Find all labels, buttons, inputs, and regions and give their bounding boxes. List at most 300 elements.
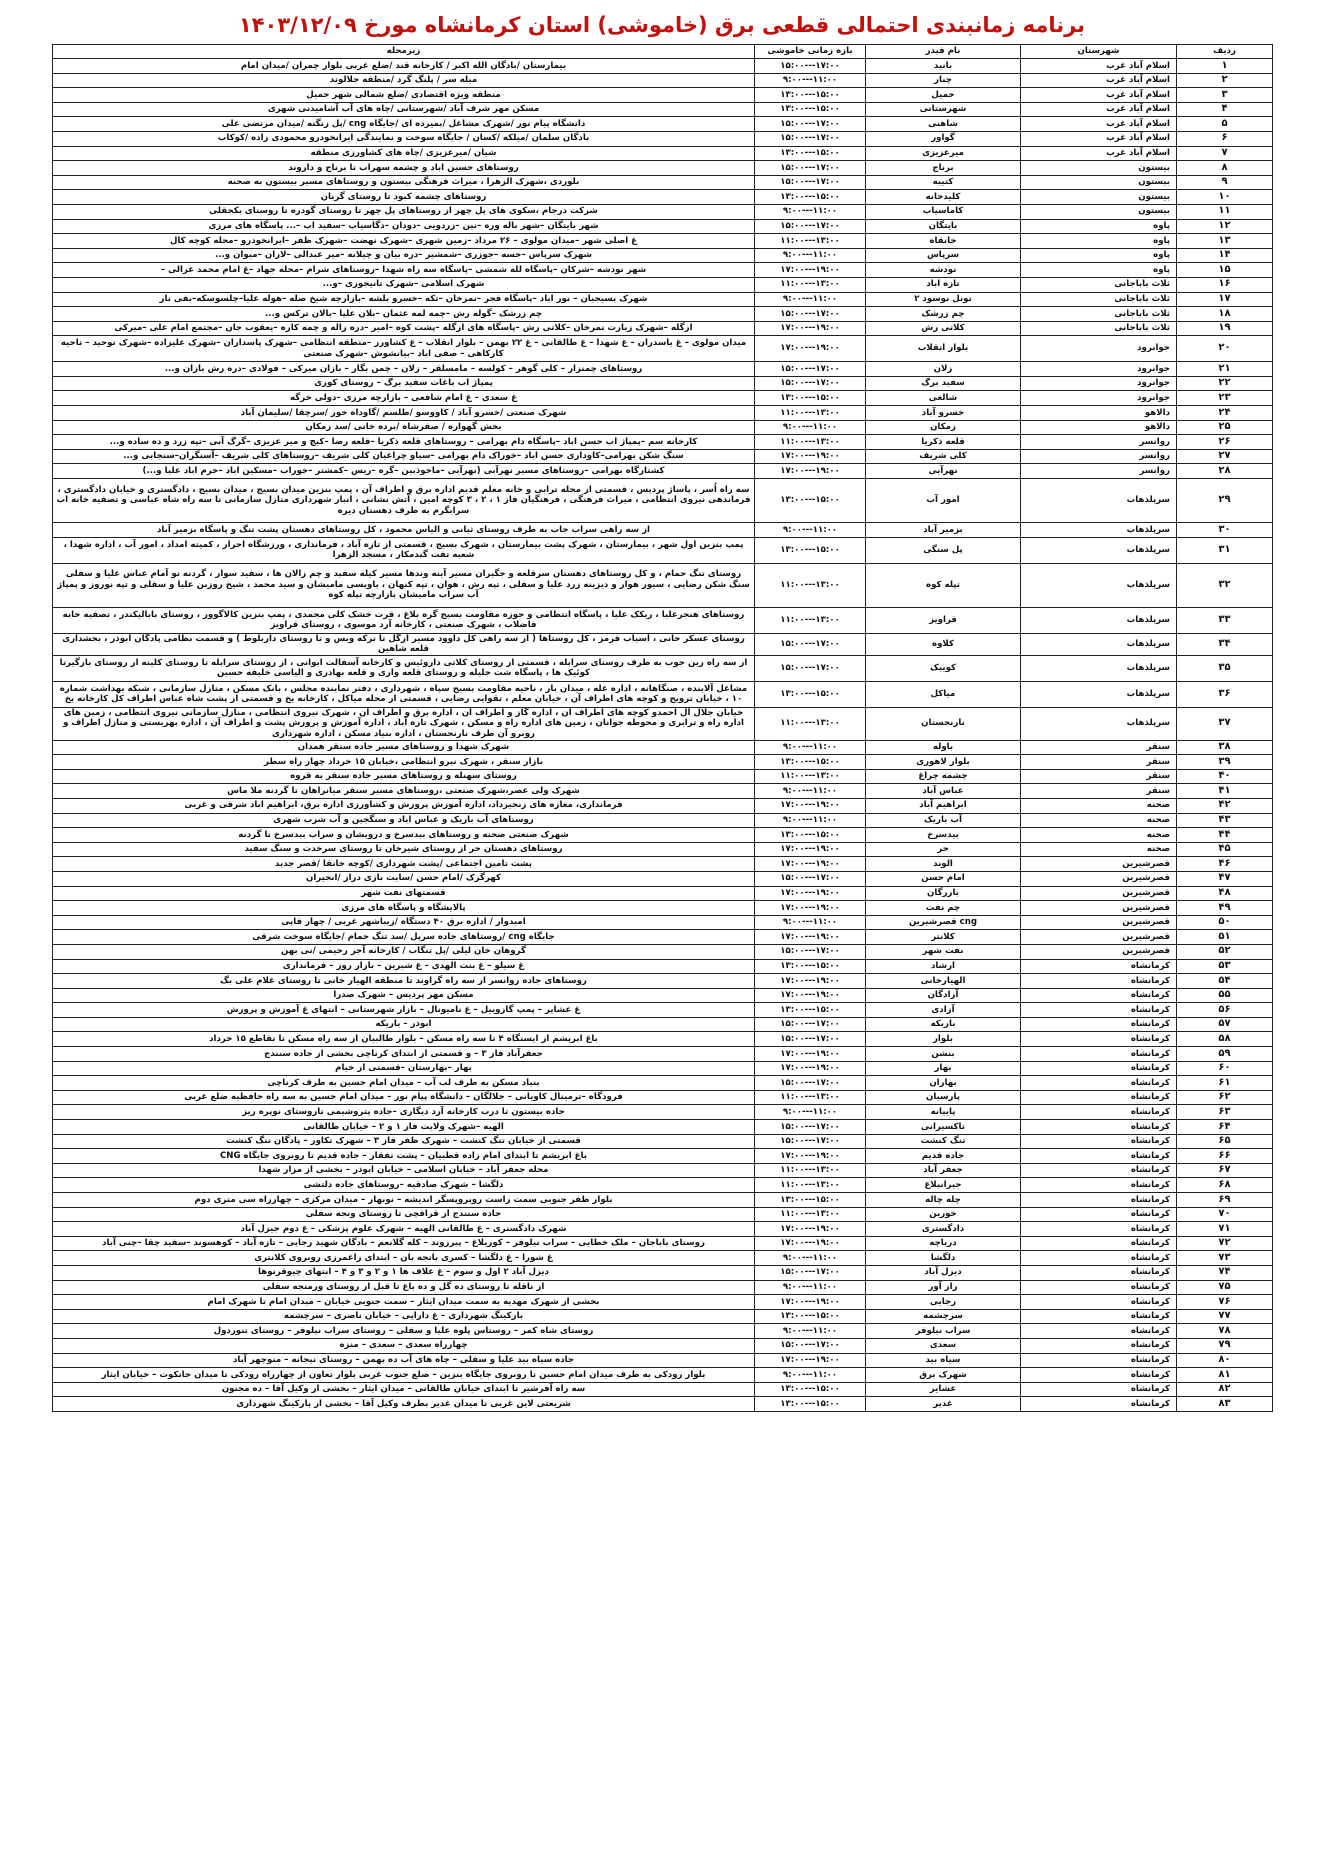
cell-feeder-name: تپله کوه: [866, 563, 1021, 607]
cell-row-number: ۷۲: [1177, 1236, 1273, 1251]
cell-neighborhood: شریعتی لاین غربی تا میدان غدیر بطرف وکیل آقا – بخشی از پارکینگ شهرداری: [53, 1397, 755, 1412]
cell-county: صحنه: [1021, 842, 1177, 857]
cell-county: سرپلذهاب: [1021, 563, 1177, 607]
table-row: [53, 88, 1273, 103]
table-row: [53, 523, 1273, 538]
cell-row-number: ۸۰: [1177, 1353, 1273, 1368]
cell-outage-time: ۱۳:۰۰---۱۵:۰۰: [755, 1309, 866, 1324]
cell-county: کرمانشاه: [1021, 1353, 1177, 1368]
cell-neighborhood: ابوذر – باریکه: [53, 1017, 755, 1032]
cell-row-number: ۴۱: [1177, 784, 1273, 799]
cell-outage-time: ۱۵:۰۰---۱۷:۰۰: [755, 117, 866, 132]
cell-feeder-name: نفت شهر: [866, 944, 1021, 959]
cell-row-number: ۴۳: [1177, 813, 1273, 828]
table-row: [53, 1163, 1273, 1178]
cell-neighborhood: بخش گهواره / صفرشاه /برده خانی /سد زمکان: [53, 420, 755, 435]
cell-outage-time: ۱۷:۰۰---۱۹:۰۰: [755, 1061, 866, 1076]
cell-county: روانسر: [1021, 449, 1177, 464]
cell-row-number: ۷۶: [1177, 1295, 1273, 1310]
cell-county: کرمانشاه: [1021, 1032, 1177, 1047]
table-row: [53, 1338, 1273, 1353]
cell-county: کرمانشاه: [1021, 1076, 1177, 1091]
table-row: [53, 420, 1273, 435]
cell-county: کرمانشاه: [1021, 959, 1177, 974]
cell-neighborhood: شهرک شهدا و روستاهای مسیر جاده سنقر همدان: [53, 740, 755, 755]
cell-neighborhood: جاده سنندج از قراقچی تا روستای ونجه سفلی: [53, 1207, 755, 1222]
cell-neighborhood: شهرک صنعتی صحنه و روستاهای بیدسرخ و درویشان و سراب بیدسرخ تا گردنه: [53, 828, 755, 843]
cell-feeder-name: سراب نیلوفر: [866, 1324, 1021, 1339]
cell-neighborhood: از سه راه زین جوب به طرف روستای سرابله ، قسمتی از روستای کلاتی داروئیس و کارخانه آسفالت ابوانی ، از روستای سرابله تا روستای کلینه از روستای بازگیرتا کوئیک ها ، پاسگاه شت جلیله و روستای قلعه واری و قلعه بهادری و الیاسی خلیفه حسین: [53, 655, 755, 681]
cell-feeder-name: تونل نوسود ۲: [866, 292, 1021, 307]
cell-feeder-name: کوییک: [866, 655, 1021, 681]
table-row: [53, 248, 1273, 263]
cell-feeder-name: جعفر آباد: [866, 1163, 1021, 1178]
cell-county: دالاهو: [1021, 420, 1177, 435]
cell-row-number: ۳۹: [1177, 755, 1273, 770]
header-row-number: ردیف: [1177, 45, 1273, 59]
cell-county: سرپلذهاب: [1021, 655, 1177, 681]
cell-row-number: ۲۱: [1177, 362, 1273, 377]
cell-neighborhood: روستاهای هنجرعلیا ، ریکک علیا ، پاسگاه انتظامی و حوزه مقاومت بسیج گره بلاغ ، قرت خشک کلی محمدی ، پمپ بنزین کالاگوور ، روستای بابالیکندر ، تصفیه خانه فاضلاب ، شهرک صنعتی ، کارخانه آرد موسوی ، روستای قراویز: [53, 607, 755, 633]
cell-row-number: ۶۶: [1177, 1149, 1273, 1164]
cell-outage-time: ۱۳:۰۰---۱۵:۰۰: [755, 1397, 866, 1412]
table-header-row: [53, 45, 1273, 59]
cell-feeder-name: قلعه ذکریا: [866, 435, 1021, 450]
cell-row-number: ۱۳: [1177, 234, 1273, 249]
cell-row-number: ۷۸: [1177, 1324, 1273, 1339]
cell-county: اسلام آباد غرب: [1021, 59, 1177, 74]
outage-schedule-table: [52, 44, 1273, 1412]
cell-outage-time: ۱۵:۰۰---۱۷:۰۰: [755, 1134, 866, 1149]
cell-neighborhood: شهرک سرپاس –حسه –جوزری –شمشیر –دره بیان و چیلانه –میر عبدالی –لاران –میوان و...: [53, 248, 755, 263]
cell-outage-time: ۱۱:۰۰---۱۳:۰۰: [755, 277, 866, 292]
cell-neighborhood: الهیه –شهرک ولایت فاز ۱ و ۲ – خیابان طالقانی: [53, 1120, 755, 1135]
cell-row-number: ۱۹: [1177, 321, 1273, 336]
cell-neighborhood: شهرک بسیجیان – نور اباد –پاسگاه فجر –نمرخان –تکه –خسرو بلشه –بازارچه شیخ صله –هوله علیا–چلسوسکه–بفی نار: [53, 292, 755, 307]
table-row: [53, 1222, 1273, 1237]
table-row: [53, 1061, 1273, 1076]
cell-feeder-name: میرعزیزی: [866, 146, 1021, 161]
cell-neighborhood: شهرک دادگستری – غ طالقانی الهیه – شهرک علوم پزشکی – غ دوم جیزل آباد: [53, 1222, 755, 1237]
cell-neighborhood: کهرگرک /امام حسن /سایت بازی دراز /انجیران: [53, 871, 755, 886]
table-row: [53, 1353, 1273, 1368]
cell-county: کرمانشاه: [1021, 1295, 1177, 1310]
cell-outage-time: ۱۷:۰۰---۱۹:۰۰: [755, 842, 866, 857]
cell-county: کرمانشاه: [1021, 1163, 1177, 1178]
cell-feeder-name: دادگستری: [866, 1222, 1021, 1237]
cell-neighborhood: امیدوار / اداره برق ۴۰ دستگاه /زیباشهر غربی / چهار قاپی: [53, 915, 755, 930]
cell-neighborhood: جاده سیاه بید علیا و سفلی – چاه های آب ده بهمن – روستای نیجانه – منوچهر آباد: [53, 1353, 755, 1368]
cell-outage-time: ۱۷:۰۰---۱۹:۰۰: [755, 930, 866, 945]
cell-feeder-name: چنار: [866, 73, 1021, 88]
cell-neighborhood: کارخانه سم –پمپاژ اب حسن اباد –پاسگاه دام بهرامی – روستاهای قلعه ذکریا –قلعه رضا –کیچ و میر عزیزی –گرگ آبی –تپه زرد و ده ساده و...: [53, 435, 755, 450]
cell-feeder-name: سعدی: [866, 1338, 1021, 1353]
cell-outage-time: ۱۷:۰۰---۱۹:۰۰: [755, 464, 866, 479]
cell-outage-time: ۱۳:۰۰---۱۵:۰۰: [755, 1382, 866, 1397]
cell-feeder-name: شالغی: [866, 391, 1021, 406]
cell-row-number: ۵۵: [1177, 988, 1273, 1003]
table-row: [53, 362, 1273, 377]
table-row: [53, 537, 1273, 563]
cell-feeder-name: سرپاس: [866, 248, 1021, 263]
cell-county: صحنه: [1021, 813, 1177, 828]
table-row: [53, 73, 1273, 88]
cell-neighborhood: میدان مولوی – غ یاسدران – غ شهدا – غ طالقانی – غ ۲۲ بهمن – بلوار انقلاب – غ کشاورز –منطقه انتظامی –شهرک پاسداران –شهرک علیزاده –شهرک توحید – ناحیه کارکاهی – صفی اباد –بیانشوش –شهرک صنعتی: [53, 336, 755, 362]
cell-row-number: ۵۲: [1177, 944, 1273, 959]
cell-county: کرمانشاه: [1021, 1047, 1177, 1062]
table-row: [53, 740, 1273, 755]
cell-neighborhood: غ اصلی شهر –میدان مولوی – ۲۶ مرداد –زمین شهری –شهرک نهضت –شهرک ظفر –ایرانخودرو –محله کوچه کال: [53, 234, 755, 249]
cell-row-number: ۳۳: [1177, 607, 1273, 633]
cell-feeder-name: باریکه: [866, 1017, 1021, 1032]
cell-outage-time: ۱۷:۰۰---۱۹:۰۰: [755, 886, 866, 901]
cell-row-number: ۸۳: [1177, 1397, 1273, 1412]
cell-row-number: ۶۴: [1177, 1120, 1273, 1135]
cell-county: پاوه: [1021, 263, 1177, 278]
table-row: [53, 886, 1273, 901]
cell-outage-time: ۱۵:۰۰---۱۷:۰۰: [755, 1076, 866, 1091]
cell-row-number: ۵۰: [1177, 915, 1273, 930]
cell-county: دالاهو: [1021, 406, 1177, 421]
cell-outage-time: ۱۳:۰۰---۱۵:۰۰: [755, 1193, 866, 1208]
cell-neighborhood: پمپاژ اب باغات سفید برگ – روستای کوری: [53, 376, 755, 391]
cell-county: کرمانشاه: [1021, 1120, 1177, 1135]
cell-row-number: ۶۳: [1177, 1105, 1273, 1120]
cell-feeder-name: بلوار: [866, 1032, 1021, 1047]
cell-outage-time: ۱۱:۰۰---۱۳:۰۰: [755, 234, 866, 249]
cell-neighborhood: قسمتی از خیابان تنگ کنشت – شهرک ظفر فاز ۳ – شهرک تکاور – پادگان تنگ کنشت: [53, 1134, 755, 1149]
cell-outage-time: ۹:۰۰---۱۱:۰۰: [755, 1105, 866, 1120]
cell-outage-time: ۱۵:۰۰---۱۷:۰۰: [755, 131, 866, 146]
cell-neighborhood: بارکینگ شهرداری – غ دارایی – خیابان ناصری – سرچشمه: [53, 1309, 755, 1324]
table-row: [53, 391, 1273, 406]
cell-neighborhood: گروهان خان لیلی /پل تنگاب / کارخانه آجر رحیمی /نی بهن: [53, 944, 755, 959]
table-row: [53, 655, 1273, 681]
cell-row-number: ۲۶: [1177, 435, 1273, 450]
cell-neighborhood: بیمارستان /بادگان الله اکبر / کارخانه قند /ضلع غربی بلوار چمران /میدان امام: [53, 59, 755, 74]
cell-outage-time: ۱۱:۰۰---۱۳:۰۰: [755, 1207, 866, 1222]
cell-outage-time: ۱۳:۰۰---۱۵:۰۰: [755, 146, 866, 161]
cell-row-number: ۶۲: [1177, 1090, 1273, 1105]
cell-outage-time: ۹:۰۰---۱۱:۰۰: [755, 915, 866, 930]
table-row: [53, 842, 1273, 857]
cell-county: قصرشیرین: [1021, 915, 1177, 930]
cell-feeder-name: پارسیان: [866, 1090, 1021, 1105]
cell-neighborhood: شهرک اسلامی –شهرک تانیجوزی –و...: [53, 277, 755, 292]
table-row: [53, 1309, 1273, 1324]
cell-county: روانسر: [1021, 435, 1177, 450]
cell-row-number: ۱۶: [1177, 277, 1273, 292]
cell-feeder-name: بزمیر آباد: [866, 523, 1021, 538]
cell-neighborhood: چم زرشک –گوله رش –چمه لمه عثمان –بلان علیا –بالان ترکس و...: [53, 307, 755, 322]
cell-county: جوانرود: [1021, 362, 1177, 377]
table-row: [53, 707, 1273, 740]
cell-county: اسلام آباد غرب: [1021, 146, 1177, 161]
cell-feeder-name: شهرستانی: [866, 102, 1021, 117]
cell-county: صحنه: [1021, 798, 1177, 813]
cell-outage-time: ۱۱:۰۰---۱۳:۰۰: [755, 707, 866, 740]
cell-neighborhood: بلوردی ،شهرک الزهرا ، میراث فرهنگی بیستون و روستاهای مسیر بیستون به صحنه: [53, 175, 755, 190]
cell-row-number: ۷۹: [1177, 1338, 1273, 1353]
table-row: [53, 336, 1273, 362]
cell-outage-time: ۱۳:۰۰---۱۵:۰۰: [755, 755, 866, 770]
cell-feeder-name: نودشه: [866, 263, 1021, 278]
cell-row-number: ۵۷: [1177, 1017, 1273, 1032]
cell-feeder-name: نارنجستان: [866, 707, 1021, 740]
cell-outage-time: ۱۵:۰۰---۱۷:۰۰: [755, 944, 866, 959]
table-row: [53, 59, 1273, 74]
cell-row-number: ۴: [1177, 102, 1273, 117]
table-row: [53, 974, 1273, 989]
cell-outage-time: ۱۷:۰۰---۱۹:۰۰: [755, 901, 866, 916]
cell-neighborhood: شیان /میرعزیزی /چاه های کشاورزی منطقه: [53, 146, 755, 161]
cell-county: کرمانشاه: [1021, 974, 1177, 989]
cell-feeder-name: بهاران: [866, 1076, 1021, 1091]
cell-row-number: ۱۲: [1177, 219, 1273, 234]
table-row: [53, 915, 1273, 930]
cell-feeder-name: پاییانه: [866, 1105, 1021, 1120]
cell-county: کرمانشاه: [1021, 1368, 1177, 1383]
cell-county: سرپلذهاب: [1021, 633, 1177, 655]
cell-row-number: ۱۱: [1177, 204, 1273, 219]
cell-row-number: ۶۱: [1177, 1076, 1273, 1091]
cell-feeder-name: عشایر: [866, 1382, 1021, 1397]
cell-outage-time: ۱۵:۰۰---۱۷:۰۰: [755, 175, 866, 190]
cell-county: کرمانشاه: [1021, 1061, 1177, 1076]
cell-feeder-name: راز آور: [866, 1280, 1021, 1295]
cell-neighborhood: بنیاد مسکن به طرف لب آب – میدان امام حسین به طرف کرناچی: [53, 1076, 755, 1091]
table-row: [53, 1368, 1273, 1383]
cell-row-number: ۱۸: [1177, 307, 1273, 322]
cell-outage-time: ۱۳:۰۰---۱۵:۰۰: [755, 1003, 866, 1018]
cell-feeder-name: کلی شریف: [866, 449, 1021, 464]
cell-neighborhood: شهر بایتگان –شهر باله وره –نین –زردویی –دودان –دگاسیاب –سفید اب –... پاسگاه های مرزی: [53, 219, 755, 234]
cell-feeder-name: امام حسن: [866, 871, 1021, 886]
table-row: [53, 901, 1273, 916]
cell-outage-time: ۱۵:۰۰---۱۷:۰۰: [755, 219, 866, 234]
table-row: [53, 376, 1273, 391]
cell-outage-time: ۱۵:۰۰---۱۷:۰۰: [755, 633, 866, 655]
cell-outage-time: ۱۷:۰۰---۱۹:۰۰: [755, 263, 866, 278]
cell-neighborhood: شهر نودشه –شرکان –پاسگاه لله شمشی –پاسگاه سه راه شهدا –روستاهای شرام –محله جهاد –غ امام محمد غزالی –: [53, 263, 755, 278]
table-row: [53, 1178, 1273, 1193]
cell-outage-time: ۱۵:۰۰---۱۷:۰۰: [755, 161, 866, 176]
cell-outage-time: ۱۱:۰۰---۱۳:۰۰: [755, 1090, 866, 1105]
cell-county: روانسر: [1021, 464, 1177, 479]
cell-neighborhood: غ سعدی – غ امام شافعی – بازارچه مرزی –دولی خرگه: [53, 391, 755, 406]
cell-row-number: ۴۹: [1177, 901, 1273, 916]
cell-outage-time: ۱۱:۰۰---۱۳:۰۰: [755, 1178, 866, 1193]
cell-outage-time: ۱۵:۰۰---۱۷:۰۰: [755, 1265, 866, 1280]
cell-county: بیستون: [1021, 175, 1177, 190]
table-row: [53, 161, 1273, 176]
cell-feeder-name: میاکل: [866, 681, 1021, 707]
cell-neighborhood: دلگشا – شهرک صادقیه –روستاهای جاده دلتشی: [53, 1178, 755, 1193]
cell-outage-time: ۱۳:۰۰---۱۵:۰۰: [755, 537, 866, 563]
table-row: [53, 1090, 1273, 1105]
cell-county: کرمانشاه: [1021, 1193, 1177, 1208]
cell-neighborhood: میله سر / پلنگ گرد /منطقه جلالوند: [53, 73, 755, 88]
cell-neighborhood: از سه راهی سراب جاب به طرف روستای ثیانی و الیاس محمود ، کل روستاهای دهستان پشت تنگ و پاسگاه بزمیر آباد: [53, 523, 755, 538]
cell-feeder-name: نهرآبی: [866, 464, 1021, 479]
cell-neighborhood: بهار –بهارستان –قسمتی از خیام: [53, 1061, 755, 1076]
cell-feeder-name: بایتگان: [866, 219, 1021, 234]
table-row: [53, 102, 1273, 117]
cell-feeder-name: جاده قدیم: [866, 1149, 1021, 1164]
table-row: [53, 1265, 1273, 1280]
cell-feeder-name: پل سنگی: [866, 537, 1021, 563]
cell-row-number: ۶۵: [1177, 1134, 1273, 1149]
cell-county: قصرشیرین: [1021, 930, 1177, 945]
cell-row-number: ۴۷: [1177, 871, 1273, 886]
cell-row-number: ۱۷: [1177, 292, 1273, 307]
cell-feeder-name: آزادی: [866, 1003, 1021, 1018]
cell-neighborhood: روستاهای آب باریک و عباس اباد و سنگجین و آب شرب شهری: [53, 813, 755, 828]
table-row: [53, 263, 1273, 278]
cell-neighborhood: غ شورا – غ دلگشا – کسری بانجه بان – ابتدای زاغمرزی روبروی کلانتری: [53, 1251, 755, 1266]
cell-row-number: ۴۲: [1177, 798, 1273, 813]
cell-outage-time: ۱۵:۰۰---۱۷:۰۰: [755, 1120, 866, 1135]
cell-feeder-name: بیدسرخ: [866, 828, 1021, 843]
cell-feeder-name: بهار: [866, 1061, 1021, 1076]
cell-neighborhood: خیابان جلال آل احمدو کوچه های اطراف آن ، اداره گاز و اطراف آن ، اداره برق و اطراف آن ، شهرک نیروی انتظامی ، منازل سازمانی نیروی انتظامی ، زمین های اداره راه و ترابری و محوطه جوانان ، زمین های اداره راه و مسکن ، شهرک تازه آباد ، اداره آموزش و پرورش پشت و اطراف آن ، اداره بهزیستی و منازل اطراف و روبرو آن طرف نارنجستان ، اداره بنیاد مسکن ، اداره شهرداری: [53, 707, 755, 740]
cell-county: کرمانشاه: [1021, 1003, 1177, 1018]
cell-neighborhood: سه راه آفرشیر تا ابتدای خیابان طالقانی – میدان ایثار – بخشی از وکیل آقا – ده مجنون: [53, 1382, 755, 1397]
cell-row-number: ۶۰: [1177, 1061, 1273, 1076]
cell-neighborhood: بخشی از شهرک مهدیه به سمت میدان ایثار – سمت جنوبی خیابان – میدان امام تا شهرک امام: [53, 1295, 755, 1310]
table-row: [53, 1076, 1273, 1091]
cell-row-number: ۱۰: [1177, 190, 1273, 205]
cell-outage-time: ۱۷:۰۰---۱۹:۰۰: [755, 1222, 866, 1237]
header-feeder-name: نام فیدر: [866, 45, 1021, 59]
cell-outage-time: ۱۵:۰۰---۱۷:۰۰: [755, 871, 866, 886]
cell-row-number: ۲۹: [1177, 479, 1273, 523]
cell-row-number: ۳: [1177, 88, 1273, 103]
table-row: [53, 1251, 1273, 1266]
cell-neighborhood: بلوار ظفر جنوبی سمت راست روبروپسگر اندیشه – نوبهار – میدان مرکزی – چهارراه سی متری دوم: [53, 1193, 755, 1208]
cell-outage-time: ۹:۰۰---۱۱:۰۰: [755, 73, 866, 88]
cell-outage-time: ۱۳:۰۰---۱۵:۰۰: [755, 828, 866, 843]
cell-row-number: ۲۳: [1177, 391, 1273, 406]
cell-outage-time: ۱۷:۰۰---۱۹:۰۰: [755, 336, 866, 362]
cell-feeder-name: چشمه چراغ: [866, 769, 1021, 784]
cell-row-number: ۲۷: [1177, 449, 1273, 464]
cell-neighborhood: پمپ بنزین اول شهر ، بیمارستان ، شهرک پشت بیمارستان ، شهرک بسیج ، قسمتی از تازه آباد ، فرمانداری ، ورزشگاه احرار ، کمیته امداد ، امور آب ، اداره شهدا ، شعبه تفت گندمکار ، مسجد الزهرا: [53, 537, 755, 563]
cell-county: اسلام آباد غرب: [1021, 102, 1177, 117]
cell-feeder-name: بلوار انقلاب: [866, 336, 1021, 362]
cell-neighborhood: روستاهای چمنزار – کلی گوهر – کولسه – مامسلقر – زلان – چمن بگار – بازان میرکی – فولادی –دره رش بازان و...: [53, 362, 755, 377]
table-row: [53, 175, 1273, 190]
cell-row-number: ۶۸: [1177, 1178, 1273, 1193]
cell-neighborhood: روستاهای جاده روانسر از سه راه گراوند تا منطقه الهیار خانی تا روستای غلام علی بگ: [53, 974, 755, 989]
cell-county: کرمانشاه: [1021, 1207, 1177, 1222]
table-row: [53, 1324, 1273, 1339]
table-row: [53, 755, 1273, 770]
table-row: [53, 769, 1273, 784]
header-county: شهرستان: [1021, 45, 1177, 59]
table-row: [53, 944, 1273, 959]
cell-county: ثلاث باباجانی: [1021, 307, 1177, 322]
cell-row-number: ۷۷: [1177, 1309, 1273, 1324]
cell-outage-time: ۱۱:۰۰---۱۳:۰۰: [755, 769, 866, 784]
cell-county: قصرشیرین: [1021, 857, 1177, 872]
cell-row-number: ۹: [1177, 175, 1273, 190]
cell-neighborhood: بلوار رودکی به طرف میدان امام حسین تا روبروی جایگاه بنزین – ضلع جنوب غربی بلوار تعاون از چهارراه رودکی تا میدان جانکوت – خیابان ایثار: [53, 1368, 755, 1383]
cell-county: قصرشیرین: [1021, 871, 1177, 886]
cell-row-number: ۵۸: [1177, 1032, 1273, 1047]
table-row: [53, 464, 1273, 479]
table-row: [53, 784, 1273, 799]
table-row: [53, 930, 1273, 945]
cell-row-number: ۴۴: [1177, 828, 1273, 843]
cell-outage-time: ۱۷:۰۰---۱۹:۰۰: [755, 1353, 866, 1368]
cell-county: کرمانشاه: [1021, 1236, 1177, 1251]
cell-county: کرمانشاه: [1021, 1149, 1177, 1164]
cell-feeder-name: خورین: [866, 1207, 1021, 1222]
cell-county: کرمانشاه: [1021, 1309, 1177, 1324]
cell-county: ثلاث باباجانی: [1021, 321, 1177, 336]
cell-outage-time: ۱۱:۰۰---۱۳:۰۰: [755, 607, 866, 633]
table-row: [53, 204, 1273, 219]
cell-feeder-name: سفید برگ: [866, 376, 1021, 391]
cell-county: صحنه: [1021, 828, 1177, 843]
table-row: [53, 1149, 1273, 1164]
cell-neighborhood: روستای شاه کمر – روستاس پلوه علیا و سفلی – روستای سراب نیلوفر – روستای تنوردول: [53, 1324, 755, 1339]
cell-outage-time: ۱۷:۰۰---۱۹:۰۰: [755, 988, 866, 1003]
cell-neighborhood: روستاهای چشمه کبود تا روستای گربان: [53, 190, 755, 205]
table-row: [53, 828, 1273, 843]
cell-row-number: ۱۵: [1177, 263, 1273, 278]
cell-county: قصرشیرین: [1021, 901, 1177, 916]
cell-county: قصرشیرین: [1021, 944, 1177, 959]
cell-row-number: ۶: [1177, 131, 1273, 146]
table-row: [53, 435, 1273, 450]
cell-neighborhood: مسکن مهر پردیس – شهرک صدرا: [53, 988, 755, 1003]
cell-neighborhood: ازگله –شهرک زیارت نمرخان –کلاتی رش –پاسگاه های ازگله –پشت کوه –امیر –دره زاله و چمه کاره –یعقوب جان –مجتمع امام علی –میرکی: [53, 321, 755, 336]
cell-county: ثلاث باباجانی: [1021, 292, 1177, 307]
cell-county: جوانرود: [1021, 336, 1177, 362]
cell-feeder-name: دریاچه: [866, 1236, 1021, 1251]
cell-row-number: ۲۵: [1177, 420, 1273, 435]
cell-county: کرمانشاه: [1021, 1265, 1177, 1280]
table-row: [53, 1047, 1273, 1062]
cell-row-number: ۸: [1177, 161, 1273, 176]
cell-row-number: ۶۷: [1177, 1163, 1273, 1178]
cell-neighborhood: غ سیلو – غ بنت الهدی – غ شیرین – بازار روز – فرمانداری: [53, 959, 755, 974]
cell-row-number: ۳۸: [1177, 740, 1273, 755]
cell-outage-time: ۱۷:۰۰---۱۹:۰۰: [755, 974, 866, 989]
table-row: [53, 1134, 1273, 1149]
cell-county: سنقر: [1021, 740, 1177, 755]
table-row: [53, 1105, 1273, 1120]
table-row: [53, 1397, 1273, 1412]
cell-neighborhood: بازار سنقر ، شهرک نیرو انتظامی ،خیابان ۱۵ خرداد چهار راه سطر: [53, 755, 755, 770]
table-row: [53, 959, 1273, 974]
cell-feeder-name: شاهنی: [866, 117, 1021, 132]
cell-feeder-name: چله چاله: [866, 1193, 1021, 1208]
cell-county: کرمانشاه: [1021, 1338, 1177, 1353]
cell-neighborhood: جاده بیستون تا درب کارخانه آرد دیگاری –جاده پتروشیمی تاروستای نوپره ریز: [53, 1105, 755, 1120]
cell-feeder-name: برناج: [866, 161, 1021, 176]
cell-outage-time: ۱۳:۰۰---۱۵:۰۰: [755, 479, 866, 523]
cell-feeder-name: حر: [866, 842, 1021, 857]
cell-row-number: ۵۹: [1177, 1047, 1273, 1062]
cell-county: پاوه: [1021, 234, 1177, 249]
table-row: [53, 1236, 1273, 1251]
cell-neighborhood: دیزل آباد ۲ اول و سوم – غ علاف ها ۱ و ۲ و ۳ و ۴ – انتهای چیوقرنوها: [53, 1265, 755, 1280]
cell-county: بیستون: [1021, 161, 1177, 176]
cell-county: کرمانشاه: [1021, 988, 1177, 1003]
